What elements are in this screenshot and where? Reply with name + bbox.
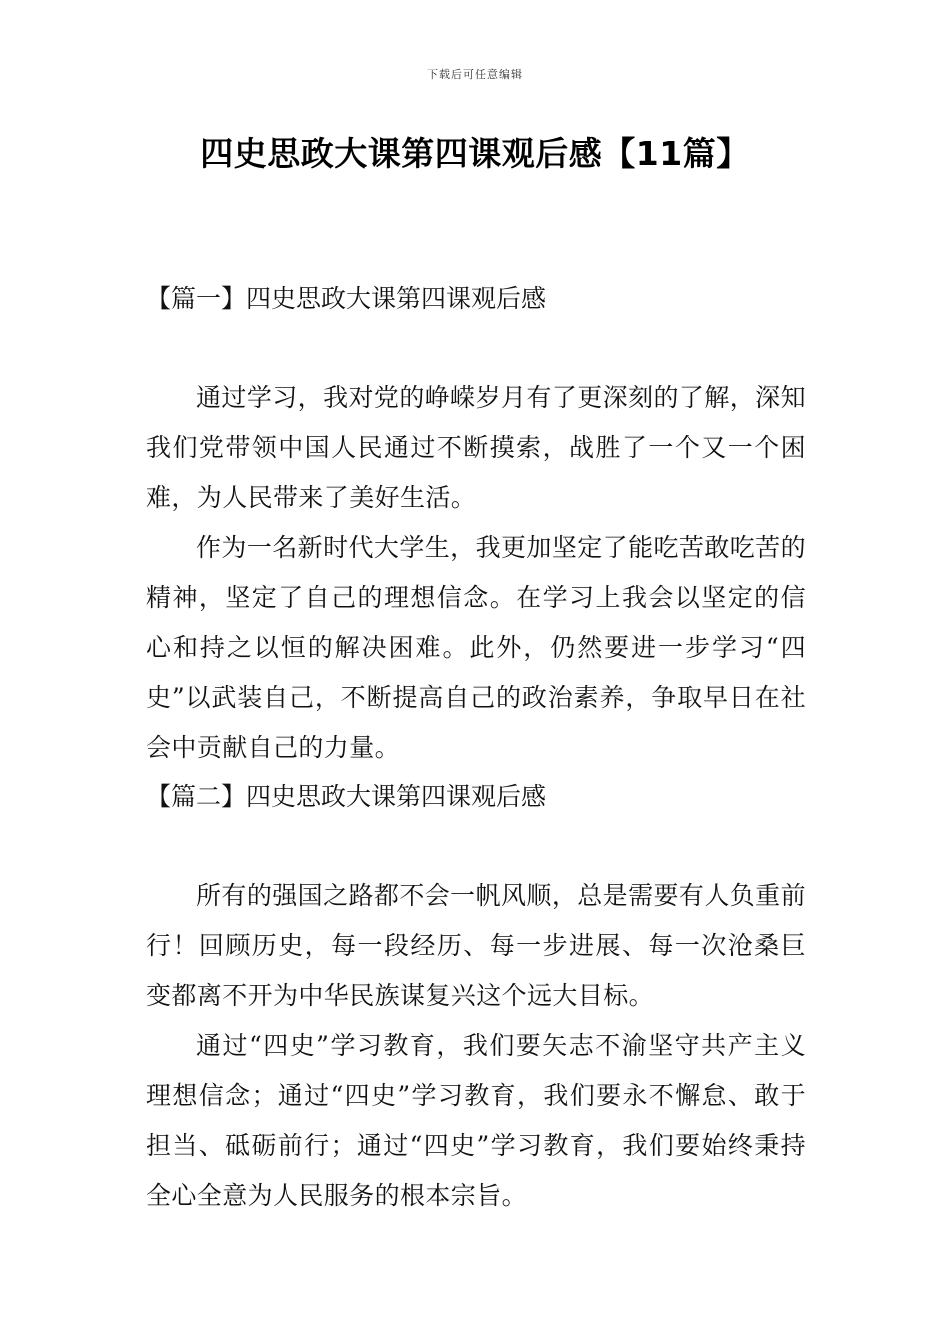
section-2-heading: 【篇二】四史思政大课第四课观后感	[146, 782, 547, 811]
section-1-body	[146, 373, 806, 773]
section-1-paragraph-1: 通过学习，我对党的峥嵘岁月有了更深刻的了解，深知我们党带领中国人民通过不断摸索，战胜了一个又一个困难，为人民带来了美好生活。	[146, 383, 806, 512]
section-1-heading: 【篇一】四史思政大课第四课观后感	[146, 284, 547, 313]
header-note: 下载后可任意编辑	[427, 68, 523, 81]
document-title: 四史思政大课第四课观后感【11篇】	[200, 134, 750, 173]
section-1-paragraph-2: 作为一名新时代大学生，我更加坚定了能吃苦敢吃苦的精神，坚定了自己的理想信念。在学习上我会以坚定的信心和持之以恒的解决困难。此外，仍然要进一步学习“四史”以武装自己，不断提高自己的政治素养，争取早日在社会中贡献自己的力量。	[146, 533, 806, 762]
section-2-paragraph-1: 所有的强国之路都不会一帆风顺，总是需要有人负重前行！回顾历史，每一段经历、每一步进展、每一次沧桑巨变都离不开为中华民族谋复兴这个远大目标。	[146, 881, 806, 1010]
section-2-body	[146, 871, 806, 1221]
section-2-paragraph-2: 通过“四史”学习教育，我们要矢志不渝坚守共产主义理想信念；通过“四史”学习教育，我们要永不懈怠、敢于担当、砥砺前行；通过“四史”学习教育，我们要始终秉持全心全意为人民服务的根本宗旨。	[146, 1031, 806, 1210]
